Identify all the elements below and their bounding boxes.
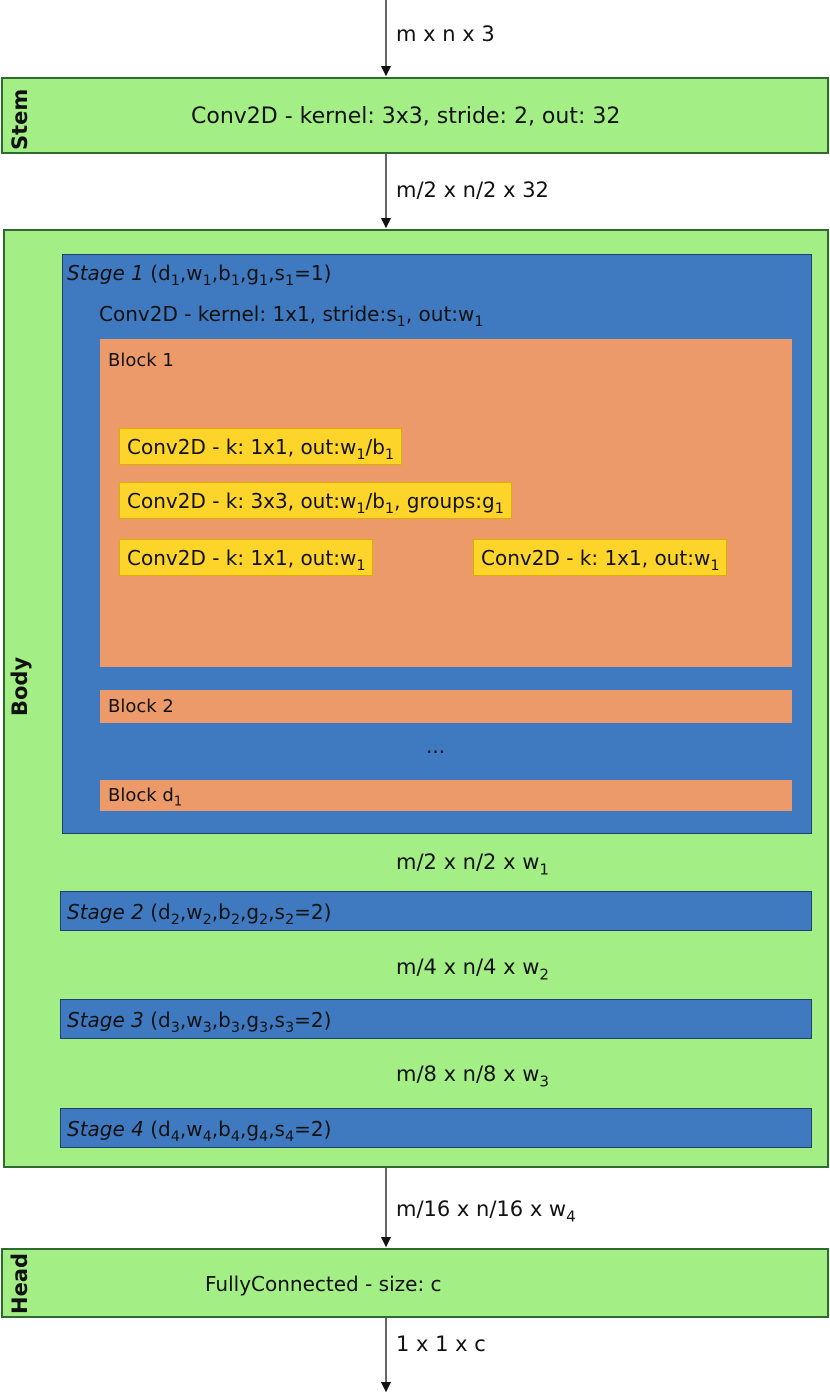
stem-label: Stem bbox=[8, 88, 32, 150]
output-shape-label: 1 x 1 x c bbox=[396, 1332, 486, 1356]
blocks-ellipsis: ... bbox=[426, 734, 446, 758]
stage1-out-shape: m/2 x n/2 x $w_1$ bbox=[396, 850, 549, 879]
blockd-box bbox=[100, 780, 792, 811]
head-label: Head bbox=[8, 1252, 32, 1314]
stage3-title: Stage 3 $(d_3,w_3,b_3,g_3,s_3=2)$ bbox=[67, 1008, 332, 1037]
stem-box bbox=[1, 77, 829, 154]
conv-b-box: Conv2D - k: 3x3, $out:w_1/b_1$, $groups:g_1$ bbox=[119, 482, 512, 519]
stage2-out-shape: m/4 x n/4 x $w_2$ bbox=[396, 955, 549, 984]
block2-box bbox=[100, 690, 792, 723]
stem-conv-text: Conv2D - kernel: 3x3, stride: 2, out: 32 bbox=[191, 104, 621, 129]
block2-label: Block 2 bbox=[108, 696, 174, 717]
body-label: Body bbox=[8, 656, 32, 716]
stage1-title: Stage 1 $(d_1,w_1,b_1,g_1,s_1=1)$ bbox=[67, 261, 332, 290]
stage4-title: Stage 4 $(d_4,w_4,b_4,g_4,s_4=2)$ bbox=[67, 1117, 332, 1146]
conv-a-box: Conv2D - k: 1x1, $out:w_1/b_1$ bbox=[119, 428, 402, 465]
stage1-conv-text: Conv2D - kernel: 1x1, $stride:s_1$, $out:w_1$ bbox=[99, 302, 484, 331]
stage2-title: Stage 2 $(d_2,w_2,b_2,g_2,s_2=2)$ bbox=[67, 900, 332, 929]
stage2-box bbox=[60, 891, 812, 931]
stem-out-shape: m/2 x n/2 x 32 bbox=[396, 178, 549, 202]
block1-label: Block 1 bbox=[108, 350, 174, 371]
stage4-box bbox=[60, 1108, 812, 1148]
head-fc-text: FullyConnected - size: c bbox=[205, 1272, 442, 1296]
head-box bbox=[1, 1248, 829, 1318]
stage4-out-shape: m/16 x n/16 x $w_4$ bbox=[396, 1197, 576, 1226]
conv-c-box: Conv2D - k: 1x1, $out:w_1$ bbox=[119, 539, 373, 576]
input-shape-label: m x n x 3 bbox=[396, 22, 495, 46]
stage3-box bbox=[60, 999, 812, 1039]
blockd-label: Block $d_1$ bbox=[108, 785, 183, 810]
shortcut-conv-box: Conv2D - k: 1x1, $out:w_1$ bbox=[473, 539, 727, 576]
stage3-out-shape: m/8 x n/8 x $w_3$ bbox=[396, 1062, 549, 1091]
